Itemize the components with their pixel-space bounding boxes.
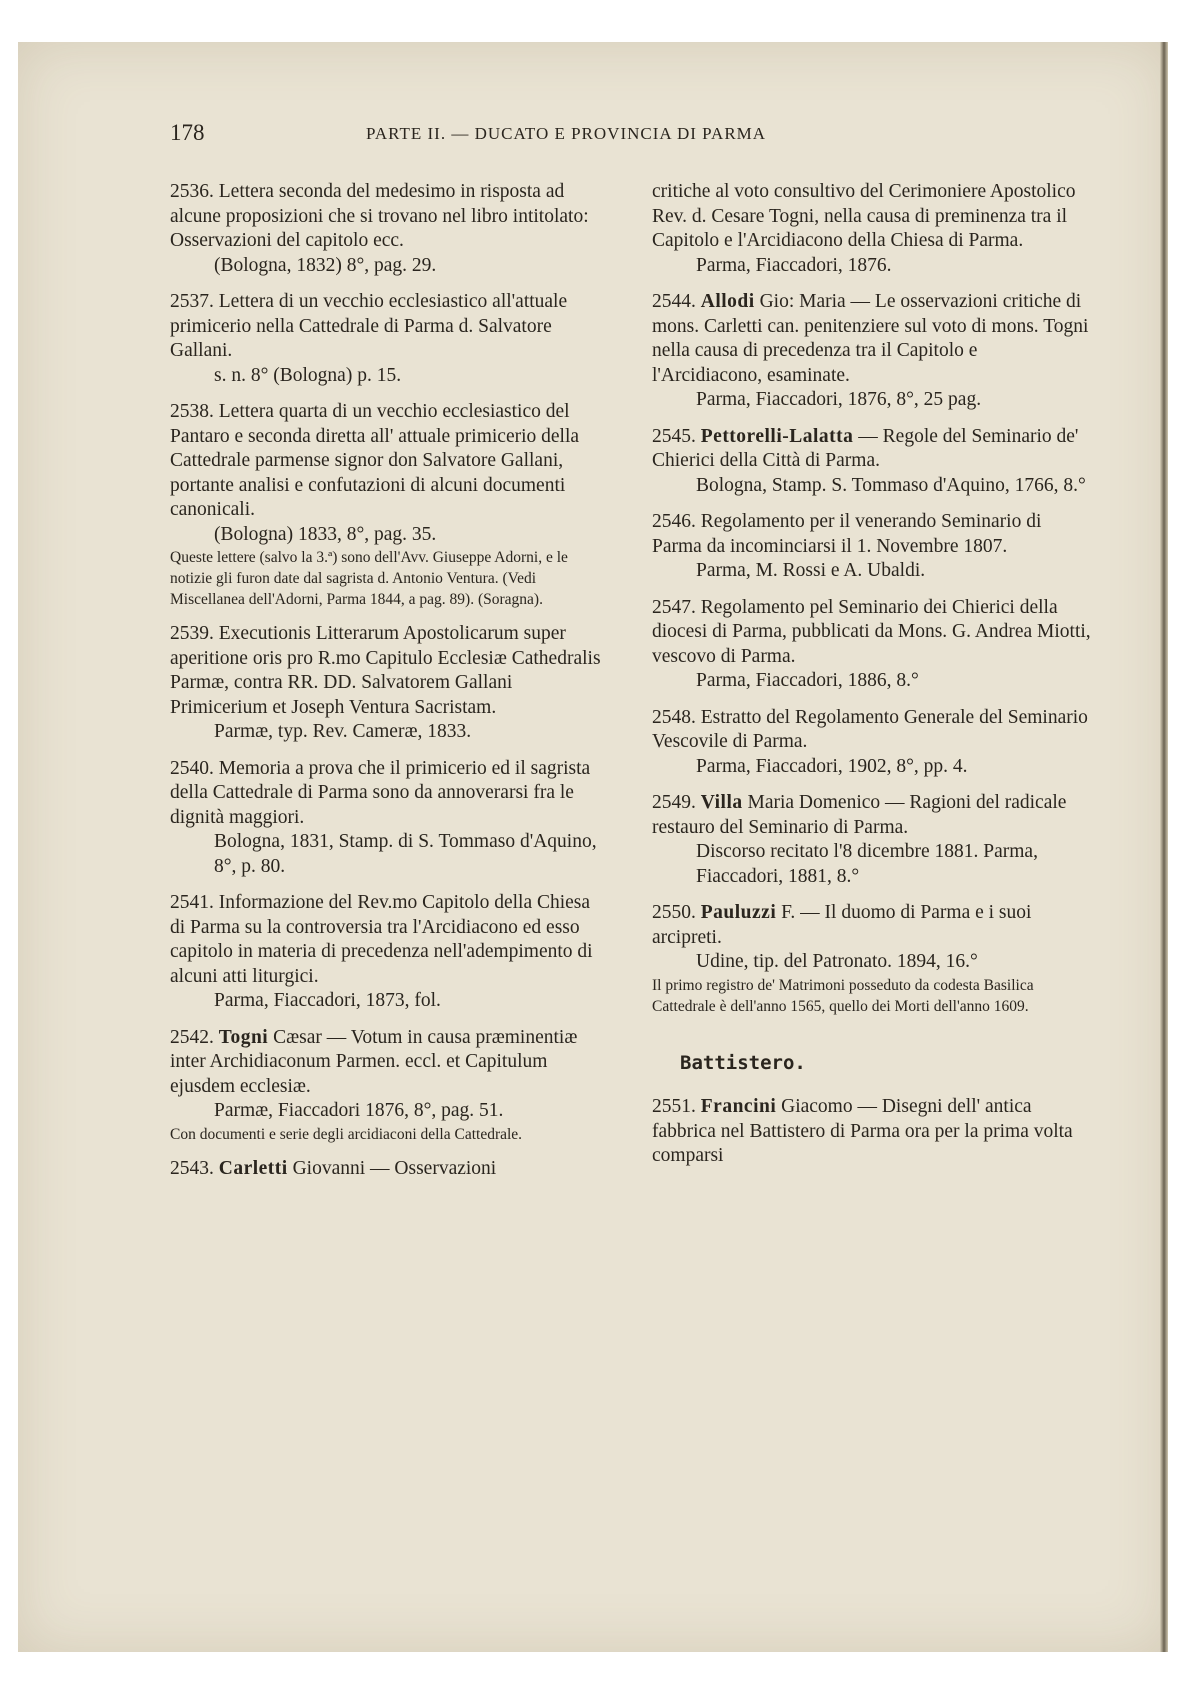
entry-imprint: s. n. 8° (Bologna) p. 15. — [214, 364, 402, 386]
page-number: 178 — [170, 120, 205, 145]
entry-author: Allodi — [700, 291, 755, 312]
entry-2545 — [652, 425, 1092, 499]
entry-2549 — [652, 791, 1092, 889]
entry-imprint: Parma, Fiaccadori, 1886, 8.° — [696, 670, 919, 691]
entry-note: Queste lettere (salvo la 3.ª) sono dell'Avv. Giuseppe Adorni, e le notizie gli furon date dal sagrista d. Antonio Ventura. (Vedi Miscellanea dell'Adorni, Parma 1844, a pag. 89). (Soragna). — [170, 549, 568, 608]
entry-author: Pettorelli-Lalatta — [700, 425, 854, 447]
page-header — [170, 120, 1170, 152]
entry-2540 — [170, 757, 610, 880]
section-title: Battistero. — [680, 1051, 806, 1074]
entry-imprint: Parma, M. Rossi e A. Ubaldi. — [696, 560, 926, 581]
entry-2544 — [652, 290, 1092, 413]
entry-2541 — [170, 891, 610, 1014]
entry-text: critiche al voto consultivo del Cerimoniere Apostolico Rev. d. Cesare Togni, nella causa di preminenza tra il Capitolo e l'Arcidiacono della Chiesa di Parma. — [652, 181, 1076, 251]
entry-author: Carletti — [218, 1157, 288, 1179]
entry-imprint: Parma, Fiaccadori, 1876, 8°, 25 pag. — [696, 389, 982, 410]
entry-number: 2542. — [170, 1026, 214, 1048]
entry-2550 — [652, 901, 1092, 1017]
page-edge — [1160, 42, 1168, 1652]
entry-text: Lettera di un vecchio ecclesiastico all'attuale primicerio nella Cattedrale di Parma d. Salvatore Gallani. — [170, 291, 568, 361]
entry-number: 2551. — [652, 1096, 696, 1117]
entry-text: Regolamento pel Seminario dei Chierici della diocesi di Parma, pubblicati da Mons. G. Andrea Miotti, vescovo di Parma. — [652, 596, 1091, 667]
entry-number: 2544. — [652, 291, 696, 312]
entry-imprint: Parmæ, Fiaccadori 1876, 8°, pag. 51. — [214, 1100, 504, 1121]
right-column — [652, 180, 1092, 1181]
entry-imprint: Udine, tip. del Patronato. 1894, 16.° — [696, 951, 978, 972]
entry-2543-continued — [652, 180, 1092, 278]
entry-number: 2540. — [170, 757, 214, 779]
entry-2551 — [652, 1095, 1092, 1169]
entry-imprint: Parmæ, typ. Rev. Cameræ, 1833. — [214, 721, 472, 742]
entry-2548 — [652, 706, 1092, 780]
entry-text: Memoria a prova che il primicerio ed il sagrista della Cattedrale di Parma sono da annoverarsi fra le dignità maggiori. — [170, 757, 591, 828]
entry-text: Estratto del Regolamento Generale del Seminario Vescovile di Parma. — [652, 706, 1088, 752]
entry-author: Villa — [700, 792, 743, 813]
entry-text: — Regole del Seminario de' Chierici della Città di Parma. — [652, 425, 1079, 471]
entry-note: Il primo registro de' Matrimoni posseduto da codesta Basilica Cattedrale è dell'anno 1565, quello dei Morti dell'anno 1609. — [652, 976, 1034, 1015]
left-column — [170, 180, 610, 1193]
entry-number: 2550. — [652, 902, 696, 923]
entry-2542 — [170, 1026, 610, 1145]
entry-imprint: Discorso recitato l'8 dicembre 1881. Parma, Fiaccadori, 1881, 8.° — [696, 841, 1038, 887]
entry-number: 2537. — [170, 291, 214, 312]
entry-2538 — [170, 400, 610, 610]
entry-imprint: Bologna, 1831, Stamp. di S. Tommaso d'Aquino, 8°, p. 80. — [214, 831, 597, 877]
entry-note: Con documenti e serie degli arcidiaconi della Cattedrale. — [170, 1125, 523, 1143]
entry-imprint: Parma, Fiaccadori, 1876. — [696, 254, 892, 276]
entry-text: Gio: Maria — Le osservazioni critiche di mons. Carletti can. penitenziere sul voto di mons. Togni nella causa di precedenza tra il Capitolo e l'Arcidiacono, esaminate. — [652, 291, 1089, 386]
entry-text: Maria Domenico — Ragioni del radicale restauro del Seminario di Parma. — [652, 792, 1067, 838]
entry-number: 2536. — [170, 181, 214, 202]
entry-text: Cæsar — Votum in causa præminentiæ inter Archidiaconum Parmen. eccl. et Capitulum ejusdem ecclesiæ. — [170, 1026, 578, 1097]
entry-author: Pauluzzi — [700, 902, 777, 923]
entry-number: 2546. — [652, 511, 696, 532]
entry-text: Giovanni — Osservazioni — [292, 1157, 497, 1179]
entry-number: 2539. — [170, 623, 214, 644]
entry-number: 2549. — [652, 792, 696, 813]
entry-author: Francini — [700, 1096, 777, 1117]
entry-text: Regolamento per il venerando Seminario di Parma da incominciarsi il 1. Novembre 1807. — [652, 511, 1042, 557]
entry-2546 — [652, 510, 1092, 584]
entry-imprint: Parma, Fiaccadori, 1902, 8°, pp. 4. — [696, 755, 968, 777]
entry-text: Informazione del Rev.mo Capitolo della Chiesa di Parma su la controversia tra l'Arcidiacono ed esso capitolo in materia di precedenza nell'adempimento di alcuni atti liturgici. — [170, 892, 593, 987]
entry-number: 2545. — [652, 425, 696, 447]
running-head: PARTE II. — DUCATO E PROVINCIA DI PARMA — [366, 124, 767, 143]
entry-imprint: (Bologna, 1832) 8°, pag. 29. — [214, 254, 437, 276]
entry-number: 2538. — [170, 401, 214, 422]
entry-2539 — [170, 622, 610, 745]
entry-2536 — [170, 180, 610, 278]
entry-number: 2541. — [170, 892, 214, 913]
entry-text: Lettera seconda del medesimo in risposta ad alcune proposizioni che si trovano nel libro intitolato: Osservazioni del capitolo ecc. — [170, 181, 589, 251]
entry-text: Giacomo — Disegni dell' antica fabbrica nel Battistero di Parma ora per la prima volta comparsi — [652, 1096, 1073, 1166]
entry-imprint: (Bologna) 1833, 8°, pag. 35. — [214, 523, 437, 545]
entry-number: 2543. — [170, 1157, 214, 1179]
entry-number: 2548. — [652, 706, 696, 728]
entry-text: Executionis Litterarum Apostolicarum super aperitione oris pro R.mo Capitulo Ecclesiæ Cathedralis Parmæ, contra RR. DD. Salvatorem Gallani Primicerium et Joseph Ventura Sacristam. — [170, 623, 601, 718]
entry-author: Togni — [218, 1026, 269, 1048]
entry-text: Lettera quarta di un vecchio ecclesiastico del Pantaro e seconda diretta all' attuale primicerio della Cattedrale parmense signor don Salvatore Gallani, portante analisi e confutazioni di alcuni documenti canonicali. — [170, 401, 580, 520]
entry-text: F. — Il duomo di Parma e i suoi arcipreti. — [652, 902, 1032, 948]
entry-2547 — [652, 596, 1092, 694]
entry-number: 2547. — [652, 596, 696, 618]
entry-imprint: Parma, Fiaccadori, 1873, fol. — [214, 990, 441, 1011]
entry-2537 — [170, 290, 610, 388]
entry-imprint: Bologna, Stamp. S. Tommaso d'Aquino, 1766, 8.° — [696, 474, 1086, 496]
entry-2543 — [170, 1157, 610, 1182]
